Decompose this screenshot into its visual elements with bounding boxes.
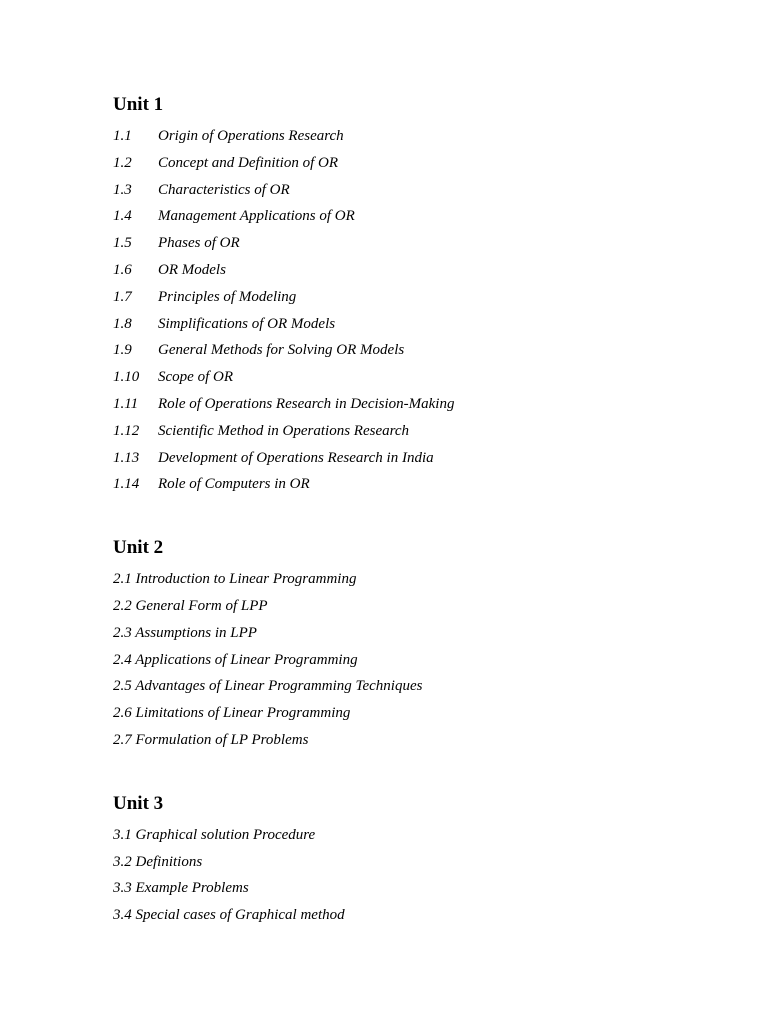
topic-item: [113, 284, 713, 311]
topic-text: OR Models: [158, 261, 226, 278]
unit-2-section: [113, 535, 713, 754]
topic-item: 2.4 Applications of Linear Programming: [113, 651, 358, 668]
topic-item: 3.4 Special cases of Graphical method: [113, 907, 345, 924]
topic-item: 3.2 Definitions: [113, 853, 203, 870]
topic-item: [113, 337, 713, 364]
topic-number: 1.13: [113, 449, 140, 466]
topic-item: [113, 177, 713, 204]
topic-item: 3.1 Graphical solution Procedure: [113, 826, 316, 843]
topic-text: Development of Operations Research in India: [158, 449, 434, 466]
unit-3-section: [113, 791, 713, 929]
topic-number: 1.10: [113, 369, 140, 386]
topic-text: Management Applications of OR: [158, 208, 355, 225]
unit-1-topic-list: [113, 123, 713, 498]
topic-item: [113, 123, 713, 150]
topic-number: 1.3: [113, 181, 132, 198]
topic-number: 1.9: [113, 342, 132, 359]
topic-number: 1.2: [113, 154, 132, 171]
topic-item: [113, 311, 713, 338]
topic-number: 1.4: [113, 208, 132, 225]
topic-item: [113, 471, 713, 498]
topic-text: Scientific Method in Operations Research: [158, 422, 410, 439]
topic-text: Role of Operations Research in Decision-Making: [158, 395, 455, 412]
topic-item: [113, 203, 713, 230]
topic-text: Role of Computers in OR: [158, 476, 310, 493]
topic-text: Characteristics of OR: [158, 181, 290, 198]
topic-item: 2.2 General Form of LPP: [113, 597, 268, 614]
topic-item: [113, 391, 713, 418]
unit-1-title: Unit 1: [113, 94, 164, 115]
unit-2-title: Unit 2: [113, 537, 164, 559]
topic-text: General Methods for Solving OR Models: [158, 342, 405, 359]
topic-number: 1.1: [113, 128, 132, 144]
topic-item: 2.5 Advantages of Linear Programming Techniques: [113, 678, 423, 695]
topic-text: Origin of Operations Research: [158, 128, 344, 144]
topic-item: [113, 150, 713, 177]
topic-item: 2.1 Introduction to Linear Programming: [113, 571, 357, 588]
document-page: [113, 92, 713, 929]
topic-text: Phases of OR: [158, 235, 240, 252]
topic-text: Principles of Modeling: [158, 288, 297, 305]
topic-item: 2.3 Assumptions in LPP: [113, 624, 257, 641]
topic-text: Simplifications of OR Models: [158, 315, 336, 332]
topic-number: 1.8: [113, 315, 132, 332]
topic-item: 2.6 Limitations of Linear Programming: [113, 705, 351, 722]
topic-item: 3.3 Example Problems: [113, 880, 249, 897]
topic-number: 1.14: [113, 476, 140, 493]
topic-item: 2.7 Formulation of LP Problems: [113, 731, 309, 748]
topic-item: [113, 230, 713, 257]
topic-item: [113, 364, 713, 391]
topic-text: Scope of OR: [158, 369, 233, 386]
topic-text: Concept and Definition of OR: [158, 154, 338, 171]
topic-number: 1.11: [113, 395, 139, 412]
topic-number: 1.6: [113, 261, 132, 278]
unit-3-title: Unit 3: [113, 792, 164, 814]
unit-2-topic-list: [113, 566, 713, 754]
topic-item: [113, 418, 713, 445]
topic-number: 1.5: [113, 235, 132, 252]
unit-1-section: [113, 92, 713, 498]
topic-item: [113, 257, 713, 284]
topic-item: [113, 445, 713, 472]
topic-number: 1.7: [113, 288, 132, 305]
unit-3-topic-list: [113, 822, 713, 929]
topic-number: 1.12: [113, 422, 140, 439]
